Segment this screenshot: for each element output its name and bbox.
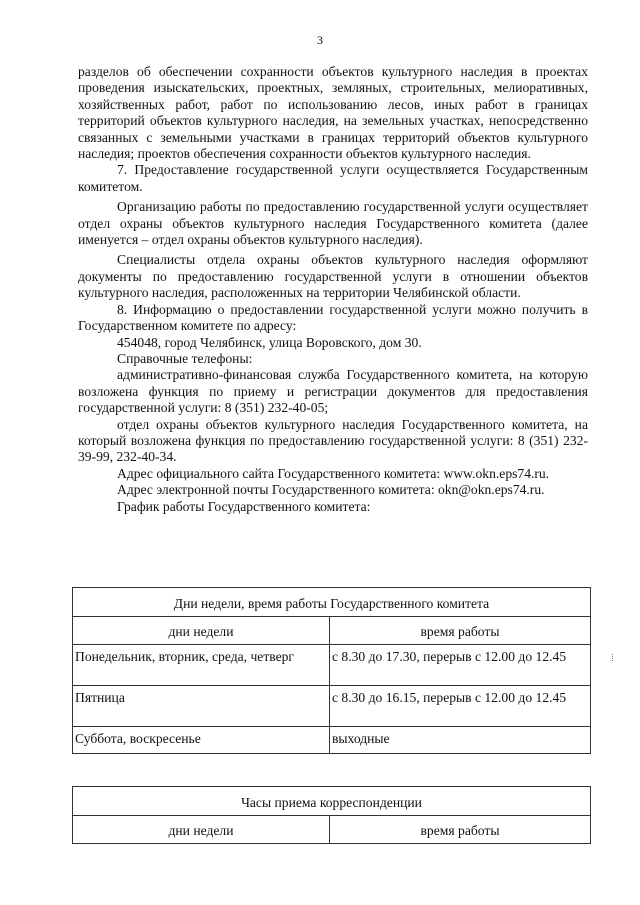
website-address: Адрес официального сайта Государственного комитета: www.okn.eps74.ru. [117, 465, 550, 481]
table-row [73, 645, 591, 686]
paragraph-sections: разделов об обеспечении сохранности объектов культурного наследия в проектах проведения изыскательских, проектных, земляных, строительных, мелиоративных, хозяйственных работ, работ по использованию лесов, иных работ в границах территорий объектов культурного наследия, на земельных участках, непосредственно связанных с земельными участками в границах территорий объектов культурного наследия; проектов обеспечения сохранности объектов культурного наследия. [78, 64, 588, 162]
paragraph-item-7: 7. Предоставление государственной услуги осуществляется Государственным комитетом. [78, 162, 588, 194]
email-address: Адрес электронной почты Государственного комитета: okn@okn.eps74.ru. [117, 482, 545, 498]
schedule-table-caption: Дни недели, время работы Государственного комитета [73, 588, 591, 617]
paragraph-specialists: Специалисты отдела охраны объектов культурного наследия оформляют документы по предоставлению государственной услуги в отношении объектов культурного наследия, расположенных на территории Челябинской области. [78, 252, 588, 301]
page-number: 3 [317, 33, 323, 47]
schedule-header-days: дни недели [73, 617, 330, 645]
schedule-time-cell: с 8.30 до 16.15, перерыв с 12.00 до 12.45 [330, 686, 591, 727]
address: 454048, город Челябинск, улица Воровского, дом 30. [117, 334, 422, 350]
schedule-days-cell: Суббота, воскресенье [73, 727, 330, 754]
correspondence-header-days: дни недели [73, 816, 330, 844]
scan-artifact [612, 654, 615, 661]
phone-heritage-department: отдел охраны объектов культурного наследия Государственного комитета, на который возложена функция по предоставлению государственной услуги: 8 (351) 232-39-99, 232-40-34. [78, 416, 588, 465]
table-row [73, 686, 591, 727]
schedule-time-cell: выходные [330, 727, 591, 754]
schedule-heading: График работы Государственного комитета: [117, 498, 371, 514]
correspondence-table [72, 786, 591, 844]
schedule-time-cell: с 8.30 до 17.30, перерыв с 12.00 до 12.45 [330, 645, 591, 686]
phones-heading: Справочные телефоны: [117, 350, 253, 366]
phone-admin-service: административно-финансовая служба Государственного комитета, на которую возложена функция по приему и регистрации документов для предоставления государственной услуги: 8 (351) 232-40-05; [78, 367, 588, 416]
schedule-days-cell: Понедельник, вторник, среда, четверг [73, 645, 330, 686]
paragraph-organization: Организацию работы по предоставлению государственной услуги осуществляет отдел охраны объектов культурного наследия Государственного комитета (далее именуется – отдел охраны объектов культурного наследия). [78, 199, 588, 248]
document-body [78, 64, 588, 515]
schedule-header-time: время работы [330, 617, 591, 645]
schedule-days-cell: Пятница [73, 686, 330, 727]
correspondence-header-time: время работы [330, 816, 591, 844]
schedule-table [72, 587, 591, 754]
table-row [73, 727, 591, 754]
correspondence-table-caption: Часы приема корреспонденции [73, 787, 591, 816]
paragraph-item-8: 8. Информацию о предоставлении государственной услуги можно получить в Государственном комитете по адресу: [78, 301, 588, 334]
